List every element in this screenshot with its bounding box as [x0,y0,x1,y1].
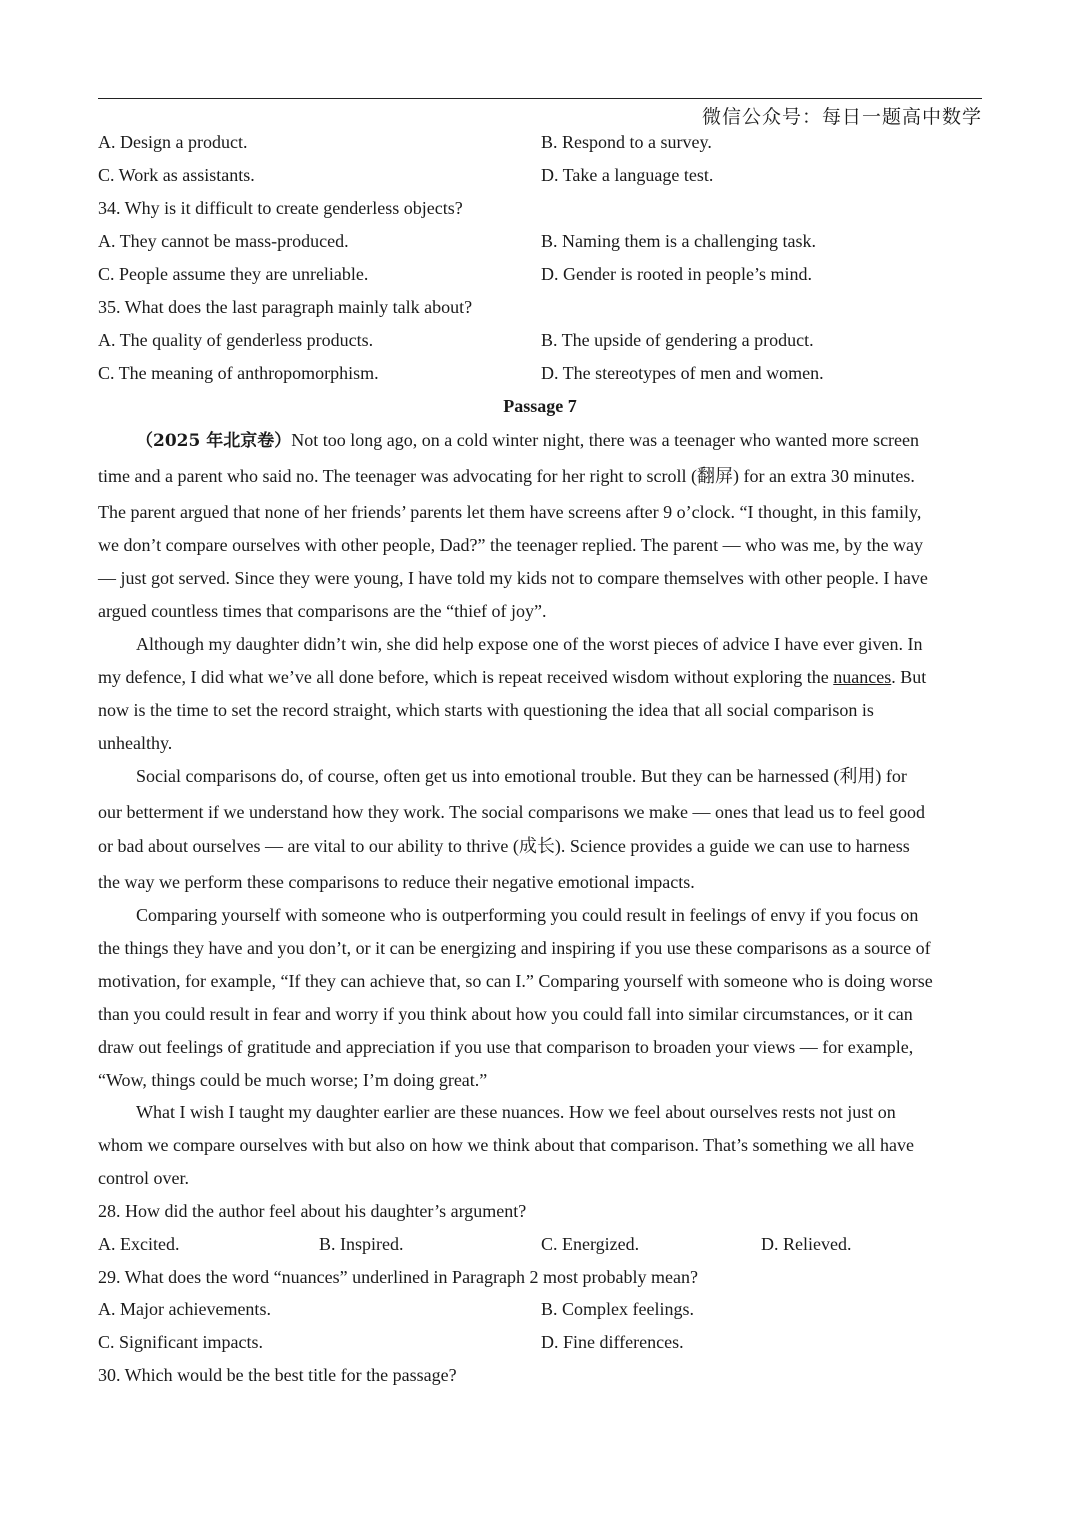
paragraph-4-line-1: Comparing yourself with someone who is outperforming you could result in feelings of envy if you focus on [136,905,919,925]
paragraph-5-line-1: What I wish I taught my daughter earlier are these nuances. How we feel about ourselves rests not just on [136,1102,896,1122]
underlined-word-nuances: nuances [833,667,892,687]
paragraph-4-line-3: motivation, for example, “If they can achieve that, so can I.” Comparing yourself with someone who is doing worse [98,971,933,991]
paragraph-3-line-3: or bad about ourselves — are vital to our ability to thrive (成长). Science provides a guide we can use to harness [98,836,910,856]
q29-stem: 29. What does the word “nuances” underlined in Paragraph 2 most probably mean? [98,1267,698,1287]
q28-option-c: C. Energized. [541,1234,640,1254]
source-tag: （2025 年北京卷） [136,431,292,451]
q33-option-d: D. Take a language test. [541,165,714,185]
q34-stem: 34. Why is it difficult to create genderless objects? [98,198,463,218]
q35-option-c: C. The meaning of anthropomorphism. [98,363,379,383]
paragraph-1-line-6: argued countless times that comparisons are the “thief of joy”. [98,601,547,621]
q33-option-b: B. Respond to a survey. [541,132,712,152]
header-rule [98,98,982,99]
header-source: 微信公众号：每日一题高中数学 [701,106,982,128]
q29-option-a: A. Major achievements. [98,1299,271,1319]
paragraph-4-line-2: the things they have and you don’t, or it can be energizing and inspiring if you use these comparisons as a source of [98,938,931,958]
q29-option-b: B. Complex feelings. [541,1299,694,1319]
q28-option-b: B. Inspired. [319,1234,404,1254]
paragraph-5-line-3: control over. [98,1168,189,1188]
paragraph-3-line-2: our betterment if we understand how they work. The social comparisons we make — ones that lead us to feel good [98,802,925,822]
q34-option-c: C. People assume they are unreliable. [98,264,369,284]
q35-option-d: D. The stereotypes of men and women. [541,363,824,383]
q34-option-a: A. They cannot be mass-produced. [98,231,349,251]
q35-option-a: A. The quality of genderless products. [98,330,374,350]
paragraph-1-line-3: The parent argued that none of her friends’ parents let them have screens after 9 o’clock. “I thought, in this family, [98,502,922,522]
passage-title: Passage 7 [503,396,577,416]
paragraph-1-line-5: — just got served. Since they were young, I have told my kids not to compare themselves with other people. I have [98,568,928,588]
q34-option-b: B. Naming them is a challenging task. [541,231,816,251]
q29-option-d: D. Fine differences. [541,1332,684,1352]
q33-option-a: A. Design a product. [98,132,248,152]
paragraph-1-line-1: （2025 年北京卷）Not too long ago, on a cold winter night, there was a teenager who wanted more screen [136,430,920,451]
paragraph-4-line-5: draw out feelings of gratitude and appreciation if you use that comparison to broaden your views — for example, [98,1037,914,1057]
q34-option-d: D. Gender is rooted in people’s mind. [541,264,812,284]
paragraph-2-line-3: now is the time to set the record straight, which starts with questioning the idea that all social comparison is [98,700,874,720]
paragraph-2-line-2: my defence, I did what we’ve all done before, which is repeat received wisdom without exploring the nuances. But [98,667,927,687]
paragraph-1-line-2: time and a parent who said no. The teenager was advocating for her right to scroll (翻屏) for an extra 30 minutes. [98,466,915,486]
paragraph-2-line-4: unhealthy. [98,733,173,753]
paragraph-3-line-1: Social comparisons do, of course, often get us into emotional trouble. But they can be harnessed (利用) for [136,766,907,786]
q33-option-c: C. Work as assistants. [98,165,255,185]
q35-option-b: B. The upside of gendering a product. [541,330,814,350]
paragraph-4-line-4: than you could result in fear and worry if you think about how you could fall into similar circumstances, or it can [98,1004,913,1024]
paragraph-5-line-2: whom we compare ourselves with but also on how we think about that comparison. That’s something we all have [98,1135,915,1155]
paragraph-3-line-4: the way we perform these comparisons to reduce their negative emotional impacts. [98,872,695,892]
paragraph-1-line-4: we don’t compare ourselves with other people, Dad?” the teenager replied. The parent — who was me, by the way [98,535,924,555]
q28-option-a: A. Excited. [98,1234,180,1254]
paragraph-2-line-1: Although my daughter didn’t win, she did help expose one of the worst pieces of advice I have ever given. In [136,634,923,654]
q28-option-d: D. Relieved. [761,1234,852,1254]
paragraph-4-line-6: “Wow, things could be much worse; I’m doing great.” [98,1070,488,1090]
q28-stem: 28. How did the author feel about his daughter’s argument? [98,1201,527,1221]
q35-stem: 35. What does the last paragraph mainly talk about? [98,297,473,317]
q29-option-c: C. Significant impacts. [98,1332,263,1352]
q30-stem: 30. Which would be the best title for the passage? [98,1365,457,1385]
